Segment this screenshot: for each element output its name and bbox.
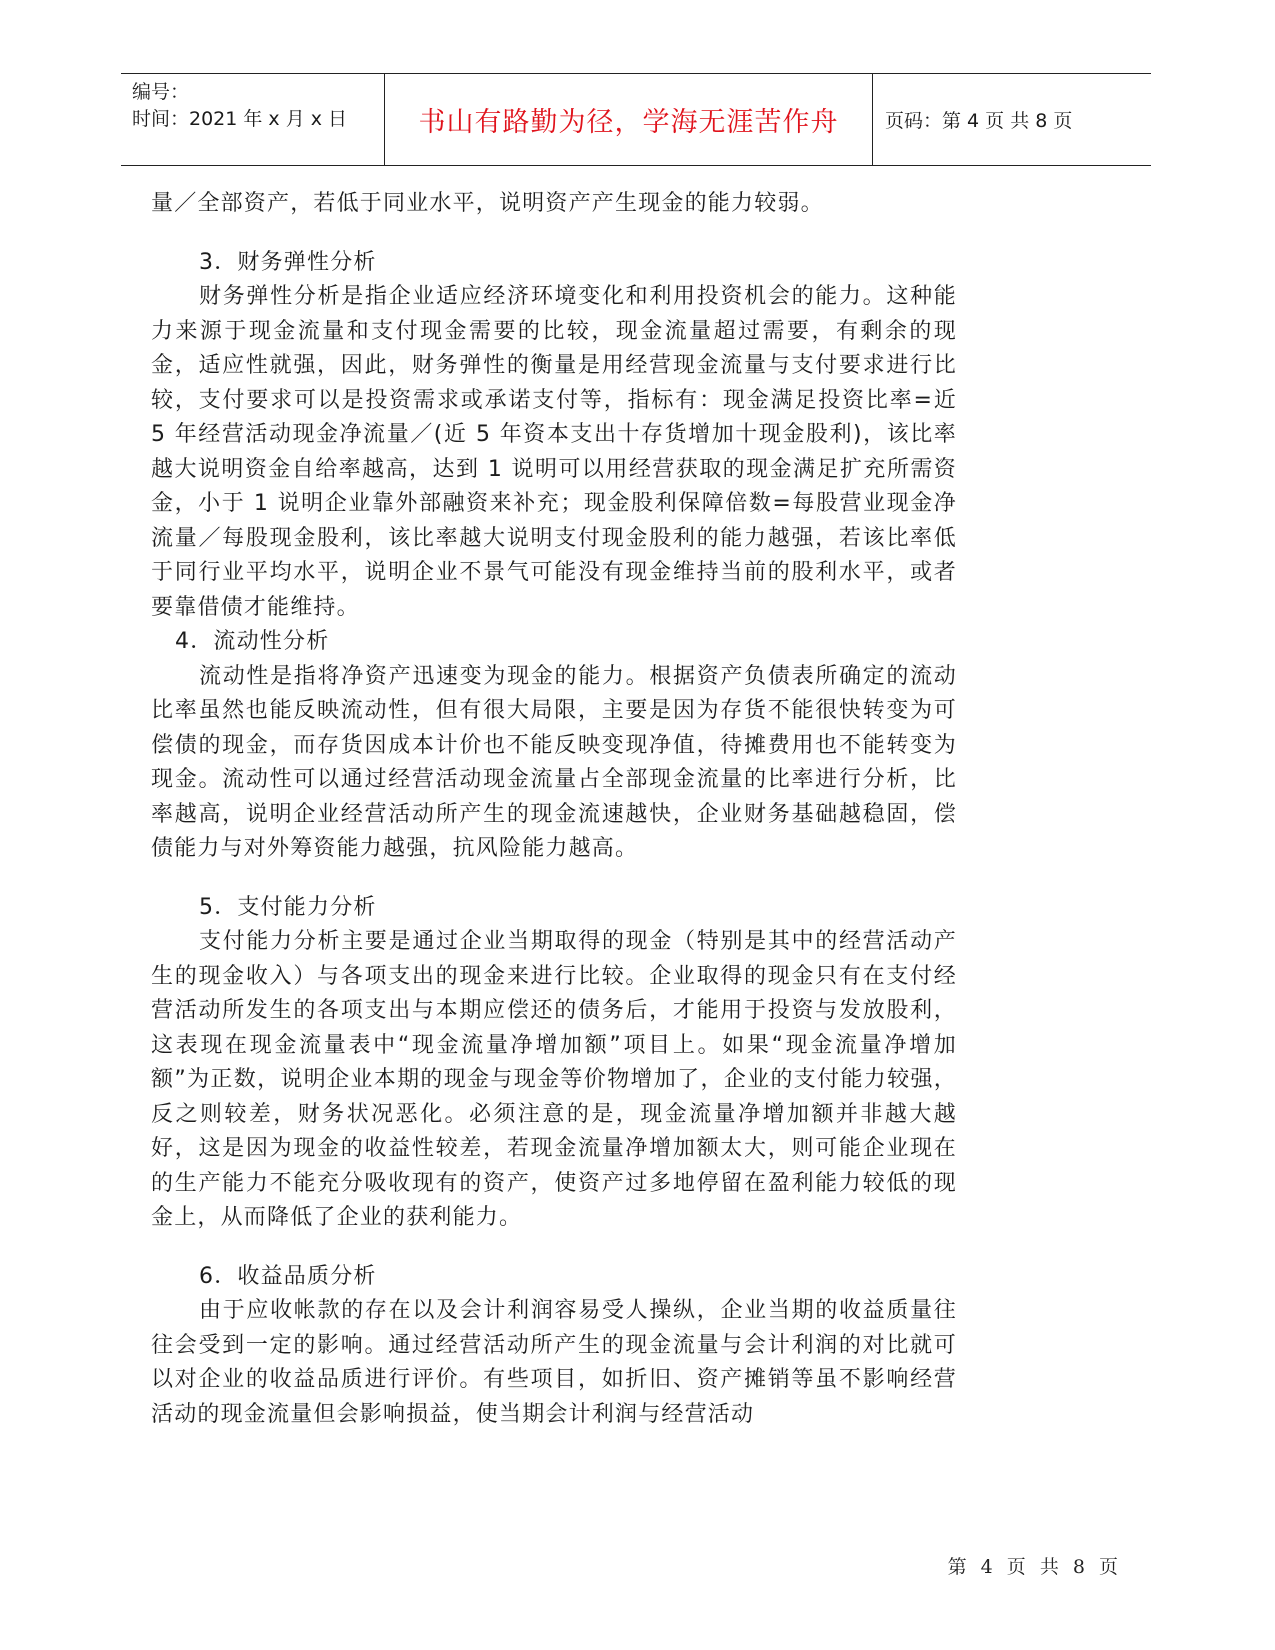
intro-paragraph: 量／全部资产，若低于同业水平，说明资产产生现金的能力较弱。 <box>151 191 824 216</box>
section-heading-4: 4．流动性分析 <box>175 629 330 654</box>
header-page-cell <box>873 74 1151 165</box>
doc-number-label: 编号： <box>132 81 190 103</box>
doc-time-label: 时间：2021 年 x 月 x 日 <box>132 108 348 130</box>
header-motto-cell <box>385 74 873 165</box>
section-paragraph-4: 流动性是指将净资产迅速变为现金的能力。根据资产负债表所确定的流动比率虽然也能反映流动性，但有很大局限，主要是因为存货不能很快转变为可偿债的现金，而存货因成本计价也不能反映变现净值，待摊费用也不能转变为现金。流动性可以通过经营活动现金流量占全部现金流量的比率进行分析，比率越高，说明企业经营活动所产生的现金流速越快，企业财务基础越稳固，偿债能力与对外筹资能力越强，抗风险能力越高。 <box>151 663 957 861</box>
page-header <box>121 73 1151 166</box>
header-motto: 书山有路勤为径，学海无涯苦作舟 <box>418 107 839 138</box>
page-footer: 第 4 页 共 8 页 <box>947 1556 1122 1578</box>
section-paragraph-3: 财务弹性分析是指企业适应经济环境变化和利用投资机会的能力。这种能力来源于现金流量和支付现金需要的比较，现金流量超过需要，有剩余的现金，适应性就强，因此，财务弹性的衡量是用经营现金流量与支付要求进行比较，支付要求可以是投资需求或承诺支付等，指标有：现金满足投资比率=近 5 年经营活动现金净流量／(近 5 年资本支出十存货增加十现金股利)，该比率越大说明资金自给率越高，达到 1 说明可以用经营获取的现金满足扩充所需资金，小于 1 说明企业靠外部融资来补充；现金股利保障倍数=每股营业现金净流量／每股现金股利，该比率越大说明支付现金股利的能力越强，若该比率低于同行业平均水平，说明企业不景气可能没有现金维持当前的股利水平，或者要靠借债才能维持。 <box>151 284 957 620</box>
section-heading-6: 6．收益品质分析 <box>199 1263 377 1289</box>
section-paragraph-6: 由于应收帐款的存在以及会计利润容易受人操纵，企业当期的收益质量往往会受到一定的影响。通过经营活动所产生的现金流量与会计利润的对比就可以对企业的收益品质进行评价。有些项目，如折旧、资产摊销等虽不影响经营活动的现金流量但会影响损益，使当期会计利润与经营活动 <box>151 1298 957 1427</box>
section-heading-3: 3．财务弹性分析 <box>199 249 377 275</box>
document-body <box>151 187 957 1432</box>
section-paragraph-5: 支付能力分析主要是通过企业当期取得的现金（特别是其中的经营活动产生的现金收入）与各项支出的现金来进行比较。企业取得的现金只有在支付经营活动所发生的各项支出与本期应偿还的债务后，才能用于投资与发放股利，这表现在现金流量表中“现金流量净增加额”项目上。如果“现金流量净增加额”为正数，说明企业本期的现金与现金等价物增加了，企业的支付能力较强，反之则较差，财务状况恶化。必须注意的是，现金流量净增加额并非越大越好，这是因为现金的收益性较差，若现金流量净增加额太大，则可能企业现在的生产能力不能充分吸收现有的资产，使资产过多地停留在盈利能力较低的现金上，从而降低了企业的获利能力。 <box>151 929 957 1230</box>
section-heading-5: 5．支付能力分析 <box>199 894 377 920</box>
header-page-info: 页码：第 4 页 共 8 页 <box>885 110 1073 132</box>
header-meta-cell <box>121 74 385 165</box>
